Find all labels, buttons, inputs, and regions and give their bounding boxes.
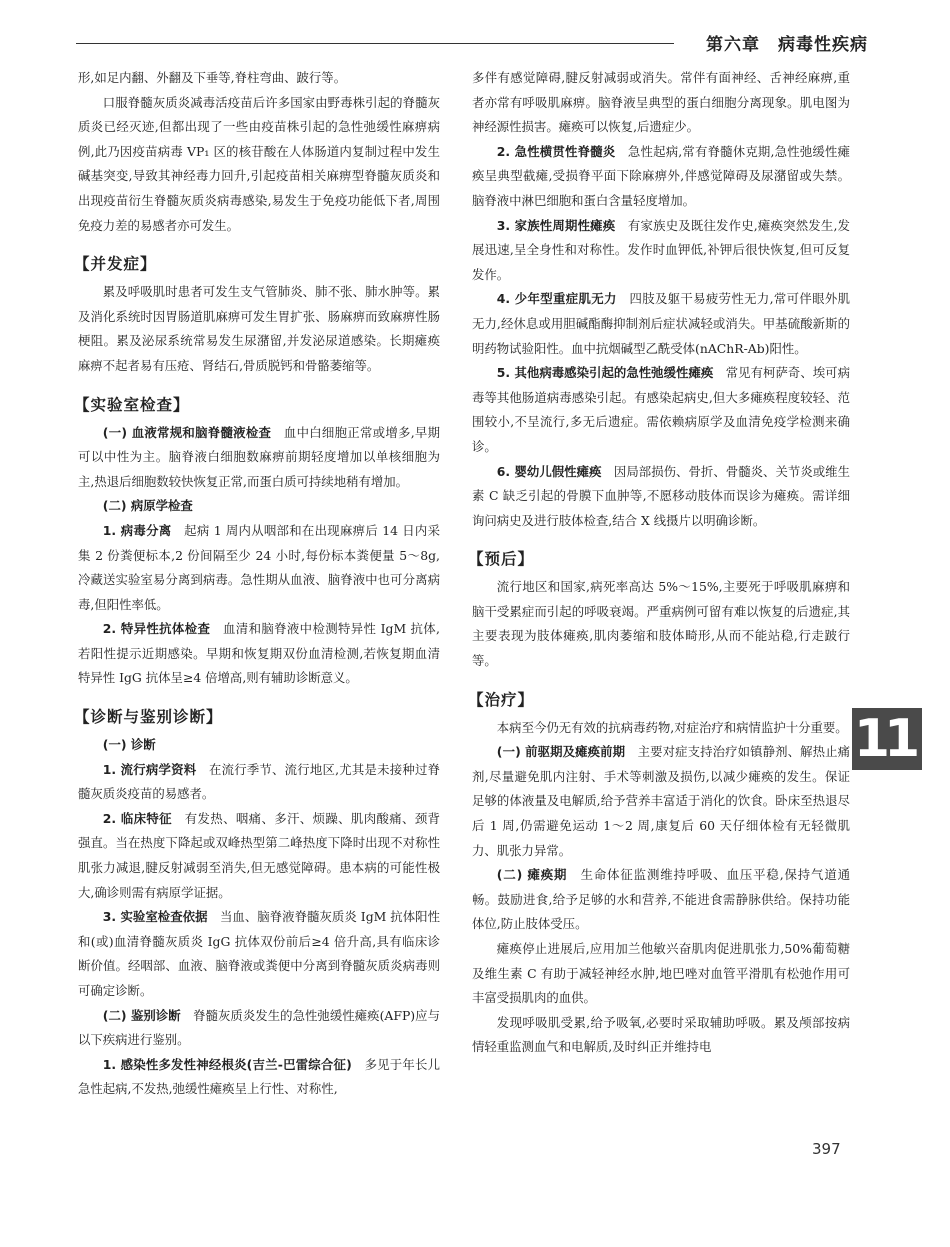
section-heading-diagnosis: 【诊断与鉴别诊断】	[74, 708, 223, 727]
item-lead: 2. 急性横贯性脊髓炎	[496, 143, 616, 159]
subsection-lead: (一) 前驱期及瘫痪前期	[496, 744, 626, 760]
left-column	[74, 66, 441, 1102]
section-heading-treatment: 【治疗】	[468, 690, 535, 709]
paragraph-text: 血中白细胞正常或增多,早期可以中性为主。脑脊液白细胞数麻痹前期轻度增加以单核细胞为主,热退后细胞数较快恢复正常,而蛋白质可持续地稍有增加。	[78, 424, 440, 489]
item-lead: 4. 少年型重症肌无力	[496, 291, 617, 307]
paragraph	[78, 1004, 440, 1053]
header-rule	[76, 43, 674, 44]
section-heading-prognosis: 【预后】	[468, 550, 535, 569]
paragraph-text: 生命体征监测维持呼吸、血压平稳,保持气道通畅。鼓励进食,给予足够的水和营养,不能进食需静脉供给。保持功能体位,防止肢体受压。	[472, 867, 850, 932]
page-number: 397	[812, 1140, 841, 1158]
chapter-title: 第六章 病毒性疾病	[706, 35, 868, 55]
paragraph	[472, 863, 850, 937]
paragraph	[472, 460, 850, 534]
item-lead: 5. 其他病毒感染引起的急性弛缓性瘫痪	[496, 365, 714, 381]
subsection-heading: (一) 诊断	[102, 737, 156, 753]
paragraph	[472, 140, 850, 214]
paragraph-text: 在流行季节、流行地区,尤其是未接种过脊髓灰质炎疫苗的易感者。	[78, 761, 440, 802]
paragraph-text: 当血、脑脊液脊髓灰质炎 IgM 抗体阳性和(或)血清脊髓灰质炎 IgG 抗体双份前后≥4 倍升高,具有临床诊断价值。经咽部、血液、脑脊液或粪便中分离到脊髓灰质炎病毒则可确定诊断。	[78, 909, 440, 998]
subsection-lead: (二) 瘫痪期	[496, 867, 568, 883]
paragraph: 多伴有感觉障碍,腱反射减弱或消失。常伴有面神经、舌神经麻痹,重者亦常有呼吸肌麻痹。脑脊液呈典型的蛋白细胞分离现象。肌电图为神经源性损害。瘫痪可以恢复,后遗症少。	[472, 70, 850, 135]
item-lead: 2. 特异性抗体检查	[102, 621, 211, 637]
item-lead: 1. 流行病学资料	[102, 761, 197, 777]
paragraph	[78, 807, 440, 905]
right-column	[468, 66, 851, 1060]
paragraph	[472, 214, 850, 288]
paragraph-text: 主要对症支持治疗如镇静剂、解热止痛剂,尽量避免肌内注射、手术等刺激及损伤,以减少瘫痪的发生。保证足够的体液量及电解质,给予营养丰富适于消化的饮食。卧床至热退尽后 1 周,仍需避免运动 1～2 周,康复后 60 天仔细体检有无轻微肌力、肌张力异常。	[472, 744, 851, 858]
paragraph	[78, 758, 440, 807]
paragraph	[78, 519, 440, 617]
paragraph	[472, 740, 850, 863]
subsection-lead: (一) 血液常规和脑脊髓液检查	[102, 424, 272, 440]
paragraph: 累及呼吸肌时患者可发生支气管肺炎、肺不张、肺水肿等。累及消化系统时因胃肠道肌麻痹可发生胃扩张、肠麻痹而致麻痹性肠梗阻。累及泌尿系统常易发生尿潴留,并发泌尿道感染。长期瘫痪麻痹不起者易有压疮、肾结石,骨质脱钙和骨骼萎缩等。	[78, 284, 440, 373]
subsection-heading: (二) 病原学检查	[102, 498, 193, 514]
paragraph	[78, 905, 440, 1003]
paragraph-text: 有发热、咽痛、多汗、烦躁、肌肉酸痛、颈背强直。当在热度下降起或双峰热型第二峰热度下降时出现不对称性肌张力减退,腱反射减弱至消失,但无感觉障碍。患本病的可能性极大,确诊则需有病原学证据。	[78, 810, 440, 900]
paragraph-text: 有家族史及既往发作史,瘫痪突然发生,发展迅速,呈全身性和对称性。发作时血钾低,补钾后很快恢复,但可反复发作。	[472, 217, 850, 282]
paragraph	[78, 1053, 440, 1102]
paragraph-text: 脊髓灰质炎发生的急性弛缓性瘫痪(AFP)应与以下疾病进行鉴别。	[78, 1007, 441, 1048]
paragraph: 本病至今仍无有效的抗病毒药物,对症治疗和病情监护十分重要。	[496, 719, 848, 735]
paragraph: 口服脊髓灰质炎减毒活疫苗后许多国家由野毒株引起的脊髓灰质炎已经灭迹,但都出现了一些由疫苗株引起的急性弛缓性麻痹病例,此乃因疫苗病毒 VP₁ 区的核苷酸在人体肠道内复制过程中发生碱基突变,导致其神经毒力回升,引起疫苗相关麻痹型脊髓灰质炎和出现疫苗衍生脊髓灰质炎病毒感染,易发生于免疫功能低下者,周围免疫力差的易感者亦可发生。	[78, 94, 440, 233]
section-heading-lab: 【实验室检查】	[74, 395, 190, 414]
running-header	[76, 30, 874, 56]
item-lead: 3. 家族性周期性瘫痪	[496, 217, 616, 233]
paragraph-text: 起病 1 周内从咽部和在出现麻痹后 14 日内采集 2 份粪便标本,2 份间隔至少 24 小时,每份标本粪便量 5～8g,冷藏送实验室易分离到病毒。急性期从血液、脑脊液中也可分离病毒,但阳性率低。	[78, 522, 440, 612]
paragraph-text: 因局部损伤、骨折、骨髓炎、关节炎或维生素 C 缺乏引起的骨膜下血肿等,不愿移动肢体而误诊为瘫痪。需详细询问病史及进行肢体检查,结合 X 线摄片以明确诊断。	[472, 463, 851, 528]
paragraph-text: 常见有柯萨奇、埃可病毒等其他肠道病毒感染引起。有感染起病史,但大多瘫痪程度较轻、范围较小,不呈流行,多无后遗症。需依赖病原学及血清免疫学检测来确诊。	[472, 365, 850, 454]
paragraph	[472, 287, 850, 361]
item-lead: 1. 感染性多发性神经根炎(吉兰-巴雷综合征)	[102, 1056, 352, 1072]
paragraph: 发现呼吸肌受累,给予吸氧,必要时采取辅助呼吸。累及颅部按病情轻重监测血气和电解质,及时纠正并维持电	[472, 1014, 850, 1055]
item-lead: 2. 临床特征	[102, 810, 172, 826]
item-lead: 6. 婴幼儿假性瘫痪	[496, 463, 602, 479]
paragraph: 瘫痪停止进展后,应用加兰他敏兴奋肌肉促进肌张力,50%葡萄糖及维生素 C 有助于减轻神经水肿,地巴唑对血管平滑肌有松弛作用可丰富受损肌肉的血供。	[472, 941, 850, 1006]
subsection-lead: (二) 鉴别诊断	[102, 1007, 181, 1023]
paragraph-text: 急性起病,常有脊髓休克期,急性弛缓性瘫痪呈典型截瘫,受损脊平面下除麻痹外,伴感觉障碍及尿潴留或失禁。脑脊液中淋巴细胞和蛋白含量轻度增加。	[472, 143, 850, 208]
paragraph	[78, 617, 440, 691]
item-lead: 1. 病毒分离	[102, 522, 172, 538]
paragraph: 形,如足内翻、外翻及下垂等,脊柱弯曲、跛行等。	[78, 70, 347, 85]
section-heading-complications: 【并发症】	[74, 255, 157, 274]
paragraph	[472, 361, 850, 459]
chapter-tab-marker: 11	[852, 708, 922, 770]
paragraph: 流行地区和国家,病死率高达 5%～15%,主要死于呼吸肌麻痹和脑干受累症而引起的呼吸衰竭。严重病例可留有难以恢复的后遗症,其主要表现为肢体瘫痪,肌肉萎缩和肢体畸形,从而不能站稳,行走跛行等。	[472, 579, 850, 669]
paragraph-text: 四肢及躯干易疲劳性无力,常可伴眼外肌无力,经休息或用胆碱酯酶抑制剂后症状减轻或消失。甲基硫酸新斯的明药物试验阳性。血中抗烟碱型乙酰受体(nAChR-Ab)阳性。	[472, 291, 850, 356]
item-lead: 3. 实验室检查依据	[102, 909, 208, 925]
paragraph-text: 多见于年长儿急性起病,不发热,弛缓性瘫痪呈上行性、对称性,	[78, 1056, 440, 1097]
paragraph-text: 血清和脑脊液中检测特异性 IgM 抗体,若阳性提示近期感染。早期和恢复期双份血清检测,若恢复期血清特异性 IgG 抗体呈≥4 倍增高,则有辅助诊断意义。	[78, 621, 440, 686]
paragraph	[78, 421, 440, 495]
